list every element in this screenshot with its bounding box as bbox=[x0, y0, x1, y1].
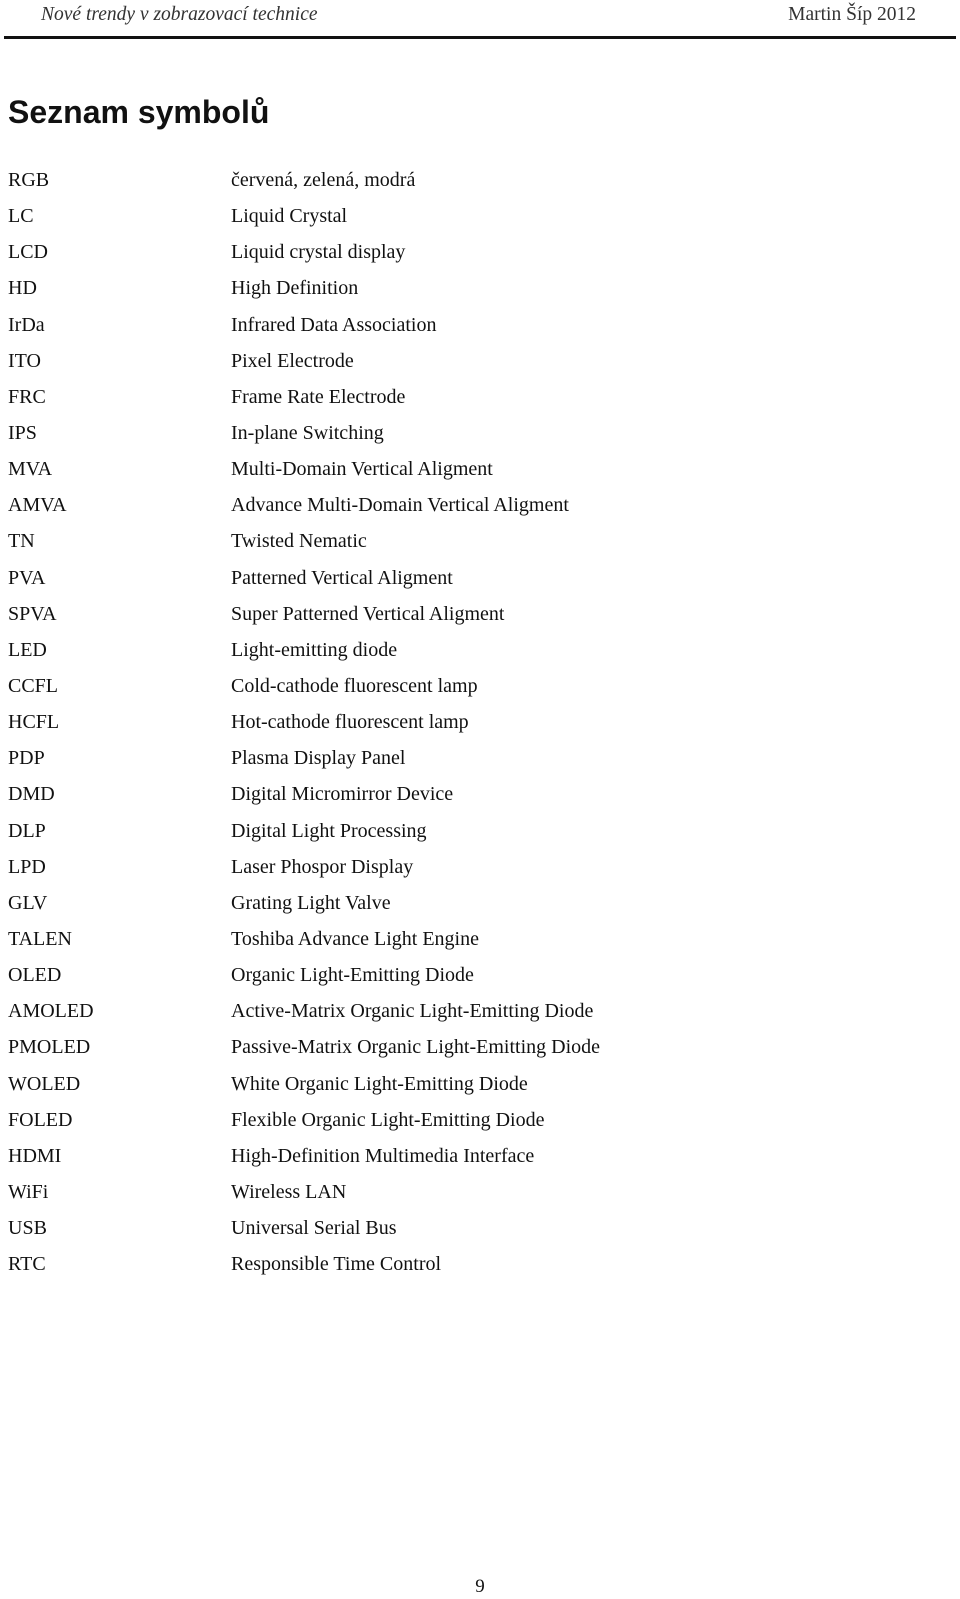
symbol-meaning: Digital Light Processing bbox=[231, 819, 427, 842]
symbol-row bbox=[8, 707, 908, 743]
symbol-meaning: High-Definition Multimedia Interface bbox=[231, 1144, 535, 1167]
symbol-meaning: Organic Light-Emitting Diode bbox=[231, 964, 474, 987]
symbol-row bbox=[8, 201, 908, 237]
symbol-meaning: Advance Multi-Domain Vertical Aligment bbox=[231, 494, 569, 517]
symbol-meaning: Plasma Display Panel bbox=[231, 747, 406, 770]
symbol-abbreviation: LC bbox=[8, 205, 34, 228]
symbol-meaning: Universal Serial Bus bbox=[231, 1217, 397, 1240]
symbol-abbreviation: PDP bbox=[8, 747, 45, 770]
symbol-abbreviation: HDMI bbox=[8, 1144, 62, 1167]
symbol-abbreviation: IrDa bbox=[8, 313, 45, 336]
symbol-row bbox=[8, 563, 908, 599]
symbol-abbreviation: RGB bbox=[8, 169, 50, 191]
symbol-abbreviation: OLED bbox=[8, 964, 62, 987]
symbol-abbreviation: WOLED bbox=[8, 1072, 81, 1095]
symbol-abbreviation: LPD bbox=[8, 855, 46, 878]
symbol-abbreviation: FRC bbox=[8, 385, 46, 408]
symbol-row bbox=[8, 1213, 908, 1249]
symbol-abbreviation: TN bbox=[8, 530, 35, 553]
symbol-row bbox=[8, 779, 908, 815]
page-header bbox=[4, 0, 956, 39]
symbol-abbreviation: DMD bbox=[8, 783, 55, 806]
symbol-row bbox=[8, 1177, 908, 1213]
symbol-abbreviation: PVA bbox=[8, 566, 46, 589]
symbol-meaning: Multi-Domain Vertical Aligment bbox=[231, 458, 493, 481]
symbol-abbreviation: CCFL bbox=[8, 674, 59, 697]
symbol-row bbox=[8, 165, 908, 201]
symbol-row bbox=[8, 382, 908, 418]
symbol-meaning: In-plane Switching bbox=[231, 421, 384, 444]
symbol-abbreviation: USB bbox=[8, 1217, 47, 1240]
page-number: 9 bbox=[475, 1576, 485, 1597]
symbol-meaning: Patterned Vertical Aligment bbox=[231, 566, 453, 589]
symbol-row bbox=[8, 418, 908, 454]
symbol-row bbox=[8, 237, 908, 273]
symbol-abbreviation: SPVA bbox=[8, 602, 57, 625]
symbol-row bbox=[8, 816, 908, 852]
symbol-row bbox=[8, 1069, 908, 1105]
symbol-list bbox=[8, 165, 908, 1285]
page-title: Seznam symbolů bbox=[8, 94, 270, 130]
symbol-abbreviation: HCFL bbox=[8, 711, 60, 734]
symbol-meaning: Toshiba Advance Light Engine bbox=[231, 927, 479, 950]
symbol-row bbox=[8, 310, 908, 346]
symbol-row bbox=[8, 346, 908, 382]
symbol-row bbox=[8, 924, 908, 960]
symbol-row bbox=[8, 671, 908, 707]
symbol-meaning: Active-Matrix Organic Light-Emitting Diode bbox=[231, 1000, 594, 1023]
symbol-meaning: Light-emitting diode bbox=[231, 638, 398, 661]
symbol-meaning: White Organic Light-Emitting Diode bbox=[231, 1072, 528, 1095]
symbol-row bbox=[8, 490, 908, 526]
symbol-abbreviation: GLV bbox=[8, 891, 48, 914]
symbol-meaning: Liquid crystal display bbox=[231, 241, 406, 264]
symbol-abbreviation: MVA bbox=[8, 458, 53, 481]
symbol-abbreviation: LCD bbox=[8, 241, 48, 264]
symbol-meaning: červená, zelená, modrá bbox=[231, 169, 416, 191]
symbol-abbreviation: AMVA bbox=[8, 494, 67, 517]
symbol-row bbox=[8, 888, 908, 924]
header-document-title: Nové trendy v zobrazovací technice bbox=[41, 4, 318, 25]
symbol-row bbox=[8, 1249, 908, 1285]
symbol-meaning: High Definition bbox=[231, 277, 359, 300]
symbol-row bbox=[8, 960, 908, 996]
symbol-abbreviation: IPS bbox=[8, 421, 37, 444]
symbol-meaning: Responsible Time Control bbox=[231, 1253, 442, 1276]
symbol-meaning: Laser Phospor Display bbox=[231, 855, 414, 878]
symbol-row bbox=[8, 852, 908, 888]
symbol-meaning: Flexible Organic Light-Emitting Diode bbox=[231, 1108, 545, 1131]
header-author-year: Martin Šíp 2012 bbox=[788, 4, 916, 25]
symbol-meaning: Pixel Electrode bbox=[231, 349, 354, 372]
symbol-abbreviation: PMOLED bbox=[8, 1036, 91, 1059]
symbol-abbreviation: RTC bbox=[8, 1253, 46, 1276]
symbol-abbreviation: FOLED bbox=[8, 1108, 73, 1131]
symbol-meaning: Grating Light Valve bbox=[231, 891, 391, 914]
symbol-row bbox=[8, 1141, 908, 1177]
symbol-row bbox=[8, 526, 908, 562]
symbol-abbreviation: LED bbox=[8, 638, 47, 661]
symbol-abbreviation: HD bbox=[8, 277, 37, 300]
symbol-abbreviation: DLP bbox=[8, 819, 46, 842]
symbol-meaning: Hot-cathode fluorescent lamp bbox=[231, 711, 469, 734]
symbol-meaning: Liquid Crystal bbox=[231, 205, 348, 228]
symbol-row bbox=[8, 996, 908, 1032]
symbol-row bbox=[8, 635, 908, 671]
symbol-meaning: Frame Rate Electrode bbox=[231, 385, 406, 408]
symbol-row bbox=[8, 743, 908, 779]
symbol-meaning: Super Patterned Vertical Aligment bbox=[231, 602, 505, 625]
symbol-row bbox=[8, 454, 908, 490]
symbol-meaning: Digital Micromirror Device bbox=[231, 783, 454, 806]
symbol-row bbox=[8, 1105, 908, 1141]
symbol-meaning: Cold-cathode fluorescent lamp bbox=[231, 674, 478, 697]
symbol-meaning: Infrared Data Association bbox=[231, 313, 437, 336]
symbol-row bbox=[8, 1032, 908, 1068]
symbol-meaning: Wireless LAN bbox=[231, 1180, 347, 1203]
symbol-abbreviation: ITO bbox=[8, 349, 41, 372]
symbol-abbreviation: TALEN bbox=[8, 927, 72, 950]
symbol-row bbox=[8, 599, 908, 635]
symbol-abbreviation: WiFi bbox=[8, 1180, 49, 1203]
symbol-abbreviation: AMOLED bbox=[8, 1000, 94, 1023]
symbol-meaning: Twisted Nematic bbox=[231, 530, 367, 553]
symbol-row bbox=[8, 273, 908, 309]
symbol-meaning: Passive-Matrix Organic Light-Emitting Diode bbox=[231, 1036, 601, 1059]
